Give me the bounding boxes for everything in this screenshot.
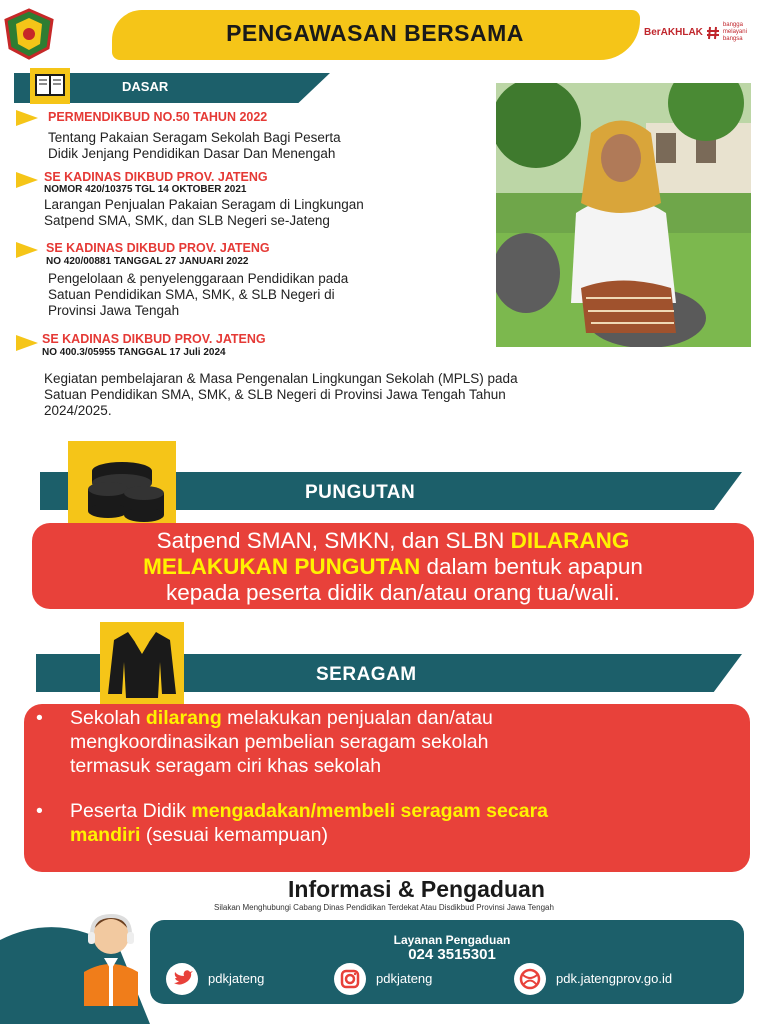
footer-title: Informasi & Pengaduan <box>288 876 545 902</box>
ref-number: NOMOR 420/10375 TGL 14 OKTOBER 2021 <box>44 184 247 195</box>
ref-number: NO 420/00881 TANGGAL 27 JANUARI 2022 <box>46 256 249 267</box>
twitter-handle[interactable]: pdkjateng <box>208 971 265 986</box>
book-icon <box>30 68 70 104</box>
service-phone: 024 3515301 <box>408 946 496 963</box>
customer-service-avatar <box>78 906 144 1006</box>
twitter-icon[interactable] <box>166 963 198 995</box>
ref-desc: Larangan Penjualan Pakaian Seragam di Lingkungan Satpend SMA, SMK, dan SLB Negeri se-Jateng <box>44 197 364 228</box>
page-title: PENGAWASAN BERSAMA <box>226 20 524 46</box>
seragam-bullet-1: • Sekolah dilarang melakukan penjualan dan/atau mengkoordinasikan pembelian seragam sekolah termasuk seragam ciri khas sekolah <box>36 707 493 777</box>
ref-title: SE KADINAS DIKBUD PROV. JATENG <box>42 332 266 346</box>
website-link[interactable]: pdk.jatengprov.go.id <box>556 971 673 986</box>
pungutan-text: Satpend SMAN, SMKN, dan SLBN DILARANG MELAKUKAN PUNGUTAN dalam bentuk apapun kepada peserta didik dan/atau orang tua/wali. <box>143 528 643 605</box>
seragam-bullet-2: • Peserta Didik mengadakan/membeli seragam secara mandiri (sesuai kemampuan) <box>36 800 548 846</box>
ref-desc: Tentang Pakaian Seragam Sekolah Bagi Peserta Didik Jenjang Pendidikan Dasar Dan Menengah <box>48 130 341 161</box>
berakhlak-logo: BerAKHLAK bangga melayani bangsa <box>644 22 747 42</box>
hashtag-icon <box>706 26 720 40</box>
pungutan-label: PUNGUTAN <box>305 482 416 503</box>
ref-desc: Kegiatan pembelajaran & Masa Pengenalan Lingkungan Sekolah (MPLS) pada Satuan Pendidikan SMA, SMK, & SLB Negeri di Provinsi Jawa Tengah Tahun 2024/2025. <box>44 371 518 418</box>
arrow-icon <box>16 335 38 351</box>
jateng-emblem-logo <box>2 8 56 60</box>
brand-name: BerAKHLAK <box>644 27 703 38</box>
arrow-icon <box>16 172 38 188</box>
ref-title: SE KADINAS DIKBUD PROV. JATENG <box>46 241 270 255</box>
ref-desc: Pengelolaan & penyelenggaraan Pendidikan pada Satuan Pendidikan SMA, SMK, & SLB Negeri di Provinsi Jawa Tengah <box>48 271 349 318</box>
ref-title: PERMENDIKBUD NO.50 TAHUN 2022 <box>48 110 268 124</box>
web-icon[interactable] <box>514 963 546 995</box>
ref-number: NO 400.3/05955 TANGGAL 17 Juli 2024 <box>42 347 226 358</box>
ref-title: SE KADINAS DIKBUD PROV. JATENG <box>44 170 268 184</box>
service-label: Layanan Pengaduan <box>393 933 511 947</box>
arrow-icon <box>16 242 38 258</box>
seragam-label: SERAGAM <box>316 664 417 685</box>
instagram-icon[interactable] <box>334 963 366 995</box>
arrow-icon <box>16 110 38 126</box>
dasar-label: DASAR <box>122 79 169 94</box>
coins-icon <box>68 441 176 533</box>
official-photo <box>496 83 751 347</box>
jacket-icon <box>100 622 184 704</box>
footer-subtitle: Silakan Menghubungi Cabang Dinas Pendidikan Terdekat Atau Disdikbud Provinsi Jawa Tengah <box>214 903 554 912</box>
instagram-handle[interactable]: pdkjateng <box>376 971 433 986</box>
